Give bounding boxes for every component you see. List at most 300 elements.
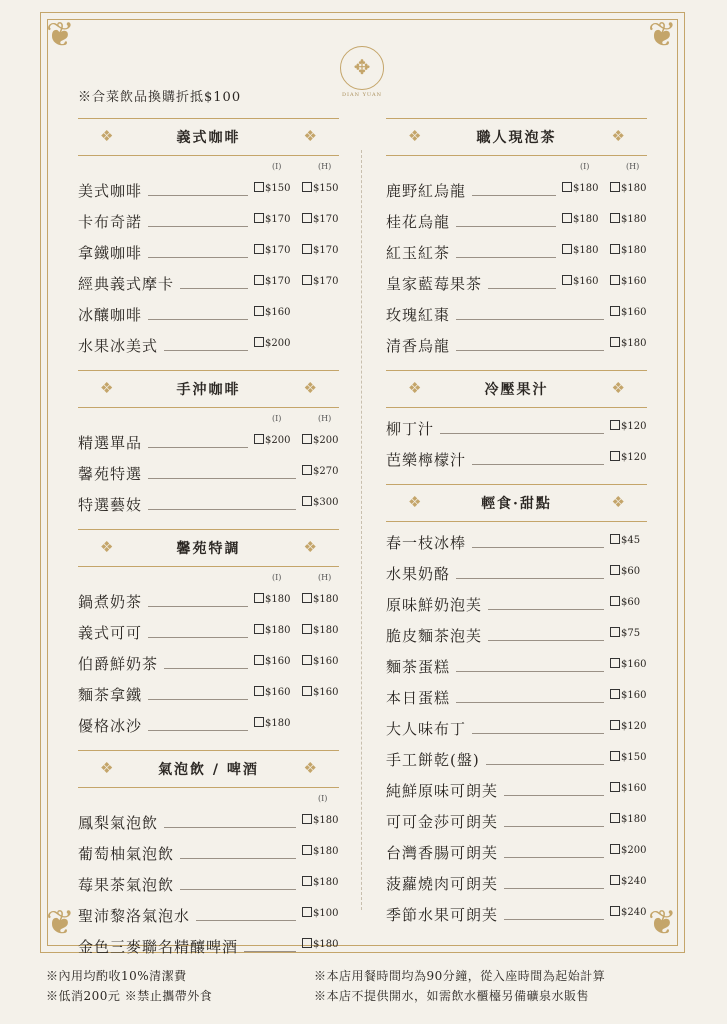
menu-item-name: 水果奶酪 (386, 565, 451, 583)
price-value: $160 (621, 307, 647, 318)
checkbox-icon (254, 624, 264, 634)
price-value: $60 (621, 597, 641, 608)
section-ornament-icon: ❖ (100, 759, 114, 777)
menu-item (386, 621, 647, 652)
corner-ornament-top-left: ❦ (46, 15, 75, 55)
checkbox-icon (610, 627, 620, 637)
price-value: $180 (265, 625, 291, 636)
menu-item (386, 652, 647, 683)
price-value: $200 (313, 435, 339, 446)
menu-item (386, 590, 647, 621)
checkbox-icon (610, 244, 620, 254)
leader-line (180, 858, 296, 859)
size-label-iced: (I) (580, 162, 590, 171)
checkbox-icon (610, 875, 620, 885)
price-option (302, 182, 338, 194)
price-option (610, 658, 646, 670)
menu-item (78, 680, 339, 711)
checkbox-icon (610, 844, 620, 854)
price-option (254, 213, 290, 225)
menu-item (386, 269, 647, 300)
menu-item (386, 445, 647, 476)
menu-item-name: 桂花烏龍 (386, 213, 451, 231)
menu-item-name: 葡萄柚氣泡飲 (78, 845, 175, 863)
menu-item-name: 本日蛋糕 (386, 689, 451, 707)
leader-line (456, 319, 604, 320)
price-size-header (78, 414, 339, 428)
menu-item-name: 優格冰沙 (78, 717, 143, 735)
menu-item (78, 300, 339, 331)
price-option (610, 906, 646, 918)
price-value: $240 (621, 876, 647, 887)
checkbox-icon (610, 720, 620, 730)
menu-item (78, 238, 339, 269)
size-label-hot: (H) (318, 162, 332, 171)
menu-item (386, 414, 647, 445)
section-header (386, 118, 647, 156)
price-option (562, 244, 598, 256)
price-value: $180 (265, 718, 291, 729)
price-value: $160 (621, 276, 647, 287)
footer-left-notes (46, 966, 212, 1006)
menu-item (78, 839, 339, 870)
menu-item-name: 聖沛黎洛氣泡水 (78, 907, 191, 925)
price-option (610, 813, 646, 825)
price-option (610, 337, 646, 349)
price-option (254, 686, 290, 698)
section-title: 職人現泡茶 (476, 130, 557, 146)
checkbox-icon (562, 213, 572, 223)
menu-item-name: 精選單品 (78, 434, 143, 452)
leader-line (148, 478, 296, 479)
menu-item-name: 玫瑰紅棗 (386, 306, 451, 324)
menu-item-name: 春一枝冰棒 (386, 534, 467, 552)
menu-item-name: 台灣香腸可朗芙 (386, 844, 499, 862)
section-ornament-icon: ❖ (408, 127, 422, 145)
menu-item (78, 331, 339, 362)
price-option (610, 875, 646, 887)
menu-item (386, 745, 647, 776)
leader-line (456, 350, 604, 351)
leader-line (504, 888, 604, 889)
price-value: $180 (621, 214, 647, 225)
section-ornament-icon: ❖ (611, 379, 625, 397)
checkbox-icon (254, 434, 264, 444)
menu-item-name: 麵茶蛋糕 (386, 658, 451, 676)
price-value: $200 (621, 845, 647, 856)
leader-line (148, 195, 248, 196)
price-value: $270 (313, 466, 339, 477)
price-value: $160 (265, 656, 291, 667)
menu-item (78, 618, 339, 649)
price-value: $120 (621, 421, 647, 432)
section-title: 氣泡飲 / 啤酒 (158, 762, 259, 778)
price-value: $170 (313, 214, 339, 225)
price-option (610, 720, 646, 732)
price-value: $150 (265, 183, 291, 194)
price-value: $150 (313, 183, 339, 194)
checkbox-icon (302, 434, 312, 444)
menu-item-name: 可可金莎可朗芙 (386, 813, 499, 831)
checkbox-icon (610, 337, 620, 347)
checkbox-icon (302, 938, 312, 948)
price-value: $180 (265, 594, 291, 605)
menu-item (386, 559, 647, 590)
price-option (610, 596, 640, 608)
price-value: $120 (621, 721, 647, 732)
price-value: $170 (265, 245, 291, 256)
footer-note: ※內用均酌收10%清潔費 (46, 969, 187, 983)
checkbox-icon (254, 182, 264, 192)
section-ornament-icon: ❖ (303, 538, 317, 556)
menu-section (386, 118, 647, 362)
price-option (254, 655, 290, 667)
leader-line (180, 889, 296, 890)
checkbox-icon (302, 182, 312, 192)
menu-item-name: 紅玉紅茶 (386, 244, 451, 262)
checkbox-icon (610, 182, 620, 192)
size-label-hot: (H) (318, 414, 332, 423)
price-size-header (78, 162, 339, 176)
menu-item-name: 馨苑特選 (78, 465, 143, 483)
menu-item (78, 870, 339, 901)
checkbox-icon (302, 686, 312, 696)
leader-line (148, 730, 248, 731)
menu-item-name: 特選藝妓 (78, 496, 143, 514)
price-value: $180 (621, 245, 647, 256)
menu-item-name: 卡布奇諾 (78, 213, 143, 231)
section-header (78, 118, 339, 156)
leader-line (488, 288, 556, 289)
price-option (610, 782, 646, 794)
price-size-header (78, 573, 339, 587)
price-option (302, 624, 338, 636)
corner-ornament-top-right: ❦ (648, 15, 677, 55)
checkbox-icon (610, 813, 620, 823)
menu-item (386, 331, 647, 362)
menu-right-column (386, 118, 647, 939)
price-option (302, 938, 338, 950)
leader-line (472, 195, 556, 196)
leader-line (148, 257, 248, 258)
checkbox-icon (302, 655, 312, 665)
price-value: $160 (313, 656, 339, 667)
price-option (302, 845, 338, 857)
price-value: $300 (313, 497, 339, 508)
checkbox-icon (302, 814, 312, 824)
price-option (610, 275, 646, 287)
menu-item-name: 手工餅乾(盤) (386, 751, 480, 769)
checkbox-icon (302, 244, 312, 254)
leader-line (164, 668, 248, 669)
size-label-hot: (H) (318, 573, 332, 582)
price-value: $100 (313, 908, 339, 919)
menu-item-name: 金色三麥聯名精釀啤酒 (78, 938, 239, 956)
menu-item-name: 季節水果可朗芙 (386, 906, 499, 924)
checkbox-icon (302, 275, 312, 285)
leader-line (504, 826, 604, 827)
menu-item (78, 428, 339, 459)
price-value: $60 (621, 566, 641, 577)
price-size-header (78, 794, 339, 808)
leader-line (196, 920, 296, 921)
price-option (302, 686, 338, 698)
checkbox-icon (610, 906, 620, 916)
size-label-hot: (H) (626, 162, 640, 171)
price-option (254, 717, 290, 729)
menu-item-name: 純鮮原味可朗芙 (386, 782, 499, 800)
section-ornament-icon: ❖ (100, 379, 114, 397)
price-option (562, 275, 598, 287)
leader-line (164, 350, 248, 351)
menu-item (78, 490, 339, 521)
price-value: $180 (573, 183, 599, 194)
price-value: $180 (313, 939, 339, 950)
leader-line (180, 288, 248, 289)
size-label-hot: (I) (318, 794, 328, 803)
price-option (254, 434, 290, 446)
leader-line (456, 257, 556, 258)
checkbox-icon (254, 686, 264, 696)
price-option (610, 451, 646, 463)
section-ornament-icon: ❖ (408, 493, 422, 511)
price-value: $160 (265, 687, 291, 698)
price-value: $180 (621, 183, 647, 194)
price-option (562, 182, 598, 194)
leader-line (504, 857, 604, 858)
menu-item (386, 838, 647, 869)
section-ornament-icon: ❖ (100, 127, 114, 145)
checkbox-icon (302, 624, 312, 634)
menu-item-name: 伯爵鮮奶茶 (78, 655, 159, 673)
size-label-iced: (I) (272, 573, 282, 582)
brand-logo (338, 46, 386, 96)
menu-section (78, 370, 339, 521)
menu-item-name: 清香烏龍 (386, 337, 451, 355)
menu-item (386, 238, 647, 269)
menu-item (386, 176, 647, 207)
menu-item (386, 807, 647, 838)
price-value: $180 (313, 625, 339, 636)
leader-line (244, 951, 296, 952)
price-option (302, 876, 338, 888)
price-option (302, 907, 338, 919)
menu-item-name: 原味鮮奶泡芙 (386, 596, 483, 614)
size-label-iced: (I) (272, 414, 282, 423)
section-ornament-icon: ❖ (100, 538, 114, 556)
price-option (610, 244, 646, 256)
section-title: 輕食·甜點 (481, 496, 552, 512)
leader-line (148, 606, 248, 607)
price-value: $160 (573, 276, 599, 287)
checkbox-icon (562, 244, 572, 254)
price-value: $160 (621, 783, 647, 794)
checkbox-icon (610, 306, 620, 316)
section-ornament-icon: ❖ (303, 127, 317, 145)
leader-line (148, 319, 248, 320)
price-value: $180 (313, 846, 339, 857)
price-value: $170 (313, 276, 339, 287)
price-value: $180 (621, 814, 647, 825)
leader-line (440, 433, 604, 434)
price-value: $160 (621, 690, 647, 701)
price-option (254, 593, 290, 605)
price-option (610, 213, 646, 225)
section-ornament-icon: ❖ (408, 379, 422, 397)
menu-item (386, 683, 647, 714)
menu-item (78, 176, 339, 207)
menu-item-name: 芭樂檸檬汁 (386, 451, 467, 469)
price-option (254, 182, 290, 194)
checkbox-icon (610, 534, 620, 544)
checkbox-icon (302, 845, 312, 855)
logo-subtext: DIAN YUAN (342, 92, 382, 98)
footer-note: ※本店用餐時間均為90分鐘，從入座時間為起始計算 (314, 969, 606, 983)
price-option (610, 420, 646, 432)
leader-line (488, 609, 604, 610)
price-value: $180 (573, 214, 599, 225)
price-value: $160 (621, 659, 647, 670)
section-header (78, 750, 339, 788)
price-value: $170 (265, 276, 291, 287)
price-option (610, 306, 646, 318)
checkbox-icon (254, 337, 264, 347)
size-label-iced: (I) (272, 162, 282, 171)
leader-line (486, 764, 604, 765)
menu-item (78, 459, 339, 490)
price-option (302, 496, 338, 508)
price-value: $180 (573, 245, 599, 256)
combo-discount-note: ※合菜飲品換購折抵$100 (78, 90, 242, 105)
corner-ornament-bottom-left: ❦ (46, 903, 75, 943)
section-header (386, 370, 647, 408)
leader-line (148, 699, 248, 700)
price-option (302, 655, 338, 667)
checkbox-icon (610, 596, 620, 606)
price-option (610, 182, 646, 194)
checkbox-icon (254, 213, 264, 223)
checkbox-icon (610, 751, 620, 761)
section-title: 冷壓果汁 (484, 382, 549, 398)
leader-line (148, 637, 248, 638)
price-option (254, 244, 290, 256)
checkbox-icon (302, 876, 312, 886)
checkbox-icon (254, 593, 264, 603)
menu-item (78, 587, 339, 618)
section-title: 手沖咖啡 (176, 382, 241, 398)
price-option (302, 593, 338, 605)
menu-item (386, 714, 647, 745)
checkbox-icon (610, 275, 620, 285)
price-option (254, 337, 290, 349)
leader-line (456, 578, 604, 579)
price-value: $200 (265, 435, 291, 446)
menu-item (78, 901, 339, 932)
menu-item-name: 菠蘿燒肉可朗芙 (386, 875, 499, 893)
menu-item (78, 932, 339, 963)
menu-section (78, 118, 339, 362)
footer-note: ※本店不提供開水，如需飲水櫃檯另備礦泉水販售 (314, 989, 590, 1003)
price-option (302, 275, 338, 287)
price-option (302, 213, 338, 225)
menu-section (386, 484, 647, 931)
menu-item (386, 300, 647, 331)
menu-item-name: 美式咖啡 (78, 182, 143, 200)
menu-item (78, 269, 339, 300)
checkbox-icon (302, 907, 312, 917)
price-option (254, 624, 290, 636)
checkbox-icon (254, 306, 264, 316)
leader-line (472, 733, 604, 734)
price-value: $150 (621, 752, 647, 763)
price-option (610, 534, 640, 546)
menu-item-name: 柳丁汁 (386, 420, 435, 438)
price-value: $170 (265, 214, 291, 225)
menu-item (386, 207, 647, 238)
menu-item-name: 經典義式摩卡 (78, 275, 175, 293)
menu-item-name: 鹿野紅烏龍 (386, 182, 467, 200)
menu-item-name: 莓果茶氣泡飲 (78, 876, 175, 894)
menu-item (386, 900, 647, 931)
price-value: $160 (313, 687, 339, 698)
price-value: $180 (313, 877, 339, 888)
footer-note: ※低消200元 ※禁止攜帶外食 (46, 989, 213, 1003)
checkbox-icon (562, 275, 572, 285)
price-value: $240 (621, 907, 647, 918)
leader-line (148, 509, 296, 510)
price-option (302, 814, 338, 826)
corner-ornament-bottom-right: ❦ (648, 903, 677, 943)
price-value: $170 (313, 245, 339, 256)
section-header (78, 370, 339, 408)
price-option (610, 689, 646, 701)
menu-section (78, 529, 339, 742)
checkbox-icon (302, 213, 312, 223)
menu-item-name: 水果冰美式 (78, 337, 159, 355)
checkbox-icon (302, 496, 312, 506)
price-value: $160 (265, 307, 291, 318)
checkbox-icon (254, 717, 264, 727)
checkbox-icon (610, 213, 620, 223)
menu-item (78, 808, 339, 839)
menu-item-name: 鍋煮奶茶 (78, 593, 143, 611)
column-divider (361, 150, 362, 910)
leader-line (456, 671, 604, 672)
price-value: $200 (265, 338, 291, 349)
menu-item (386, 869, 647, 900)
checkbox-icon (610, 689, 620, 699)
checkbox-icon (610, 658, 620, 668)
menu-item-name: 冰釀咖啡 (78, 306, 143, 324)
section-ornament-icon: ❖ (303, 379, 317, 397)
price-value: $45 (621, 535, 641, 546)
menu-item-name: 皇家藍莓果茶 (386, 275, 483, 293)
price-option (610, 844, 646, 856)
menu-item (386, 528, 647, 559)
checkbox-icon (562, 182, 572, 192)
price-value: $180 (313, 594, 339, 605)
menu-item-name: 鳳梨氣泡飲 (78, 814, 159, 832)
price-value: $180 (313, 815, 339, 826)
price-option (610, 751, 646, 763)
menu-item (386, 776, 647, 807)
menu-item (78, 207, 339, 238)
logo-seal-icon: ✥ (340, 46, 384, 90)
menu-item (78, 649, 339, 680)
menu-item-name: 麵茶拿鐵 (78, 686, 143, 704)
section-header (78, 529, 339, 567)
leader-line (504, 919, 604, 920)
